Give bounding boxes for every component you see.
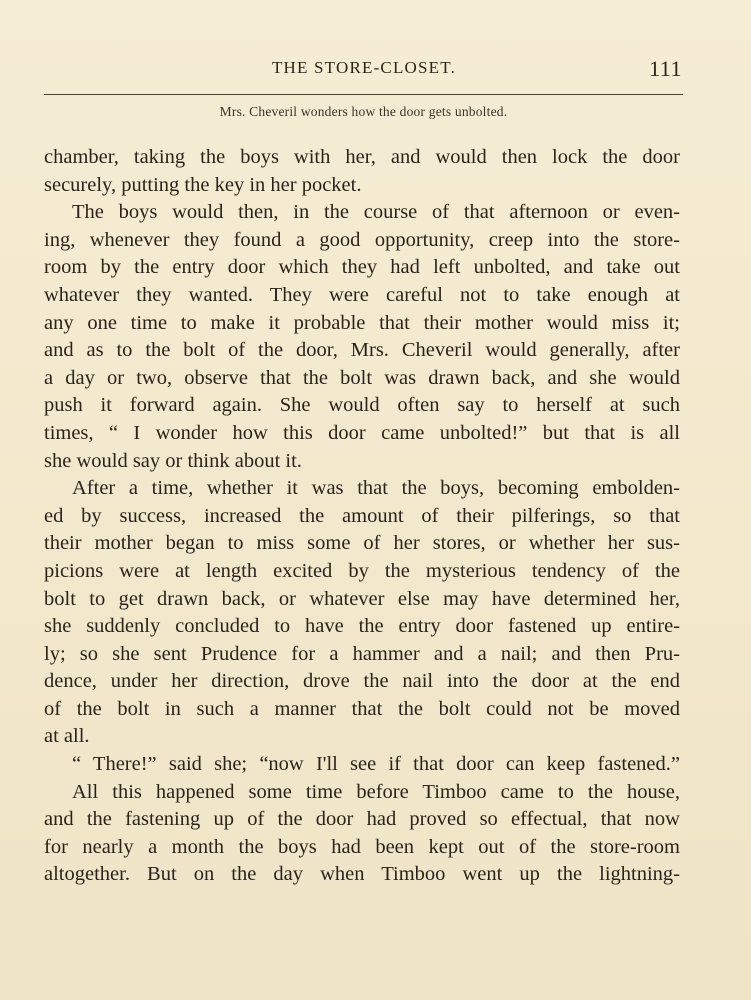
text-line: a day or two, observe that the bolt was drawn back, and she would: [44, 366, 680, 389]
text-line: at all.: [44, 725, 90, 748]
text-line: ing, whenever they found a good opportunity, creep into the store-: [44, 228, 680, 251]
text-line: of the bolt in such a manner that the bolt could not be moved: [44, 697, 680, 720]
text-line: for nearly a month the boys had been kept out of the store-room: [44, 835, 680, 858]
header-rule: [44, 94, 683, 95]
text-line: and as to the bolt of the door, Mrs. Cheveril would generally, after: [44, 339, 680, 362]
page-number: 111: [649, 56, 682, 81]
text-line: dence, under her direction, drove the nail into the door at the end: [44, 670, 680, 693]
text-line: securely, putting the key in her pocket.: [44, 173, 362, 196]
text-line: she would say or think about it.: [44, 449, 302, 472]
running-head: [44, 56, 684, 86]
text-line: any one time to make it probable that their mother would miss it;: [44, 311, 680, 334]
text-line: and the fastening up of the door had proved so effectual, that now: [44, 808, 680, 831]
running-title: THE STORE-CLOSET.: [271, 58, 457, 77]
text-line: bolt to get drawn back, or whatever else may have determined her,: [44, 587, 680, 610]
text-line: altogether. But on the day when Timboo went up the lightning-: [44, 863, 680, 886]
text-line: The boys would then, in the course of that afternoon or even-: [72, 201, 680, 224]
text-line: whatever they wanted. They were careful not to take enough at: [44, 283, 680, 306]
marginal-note: Mrs. Cheveril wonders how the door gets unbolted.: [219, 104, 508, 119]
text-line: ly; so she sent Prudence for a hammer and a nail; and then Pru-: [44, 642, 680, 665]
text-line: their mother began to miss some of her stores, or whether her sus-: [44, 532, 680, 555]
text-line: “ There!” said she; “now I'll see if that door can keep fastened.”: [72, 753, 680, 776]
text-line: All this happened some time before Timboo came to the house,: [72, 780, 680, 803]
text-line: After a time, whether it was that the boys, becoming embolden-: [72, 477, 680, 500]
text-line: room by the entry door which they had left unbolted, and take out: [44, 256, 680, 279]
text-line: push it forward again. She would often say to herself at such: [44, 394, 680, 417]
text-line: picions were at length excited by the mysterious tendency of the: [44, 559, 680, 582]
text-line: ed by success, increased the amount of their pilferings, so that: [44, 504, 680, 527]
text-line: chamber, taking the boys with her, and would then lock the door: [44, 146, 680, 168]
text-line: times, “ I wonder how this door came unbolted!” but that is all: [44, 421, 680, 444]
body-text: [44, 144, 680, 889]
text-line: she suddenly concluded to have the entry door fastened up entire-: [44, 615, 680, 638]
